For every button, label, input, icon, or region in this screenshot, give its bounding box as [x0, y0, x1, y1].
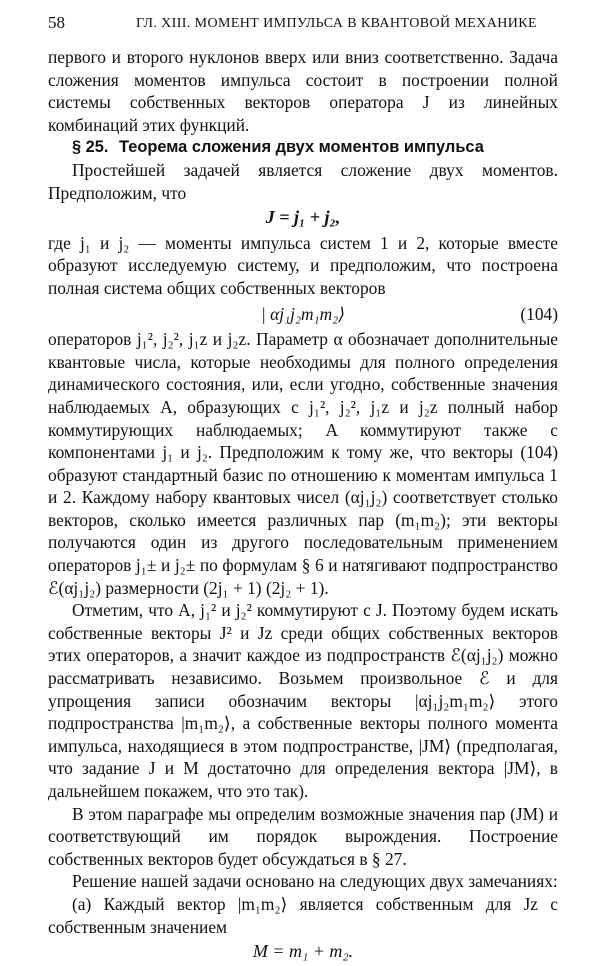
- paragraph: Решение нашей задачи основано на следующих двух замечаниях:: [72, 871, 558, 892]
- page-number: 58: [48, 13, 65, 32]
- formula-m-sum: M = m₁ + m₂.: [252, 941, 354, 962]
- paragraph: (а) Каждый вектор |m₁m₂⟩ является собственным для Jz с собственным значением: [48, 893, 558, 937]
- section-title: Теорема сложения двух моментов импульса: [119, 138, 484, 157]
- paragraph: В этом параграфе мы определим возможные значения пар (JM) и соответствующий им порядок вырождения. Построение собственных векторов будет обсуждаться в § 27.: [48, 803, 558, 869]
- formula-total-momentum: J = j₁ + j₂,: [265, 207, 341, 228]
- formula-text: | αj₁j₂m₁m₂⟩: [260, 303, 345, 324]
- page-body: [48, 46, 558, 966]
- paragraph: Простейшей задачей является сложение двух моментов. Предположим, что: [48, 159, 558, 203]
- section-number: § 25.: [72, 138, 109, 157]
- paragraph: где j₁ и j₂ — моменты импульса систем 1 и 2, которые вместе образуют исследуемую систему, и предположим, что построена полная система общих собственных векторов: [48, 232, 558, 298]
- formula-basis-vector: [48, 303, 558, 326]
- running-title: ГЛ. XIII. МОМЕНТ ИМПУЛЬСА В КВАНТОВОЙ МЕХАНИКЕ: [136, 16, 537, 31]
- equation-number: (104): [520, 303, 558, 324]
- paragraph: операторов j₁², j₂², j₁z и j₂z. Параметр α обозначает дополнительные квантовые числа, которые необходимы для полного определения динамического состояния, или, если угодно, собственные значения наблюдаемых A, образующих с j₁², j₂², j₁z и j₂z полный набор коммутирующих наблюдаемых; A коммутируют также с компонентами j₁ и j₂. Предположим к тому же, что векторы (104) образуют стандартный базис по отношению к моментам импульса 1 и 2. Каждому набору квантовых чисел (αj₁j₂) соответствует столько векторов, сколько имеется различных пар (m₁m₂); эти векторы получаются один из другого последовательным применением операторов j₁± и j₂± по формулам § 6 и натягивают подпространство ℰ(αj₁j₂) размерности (2j₁ + 1) (2j₂ + 1).: [48, 329, 558, 598]
- running-header: [48, 12, 556, 34]
- paragraph: первого и второго нуклонов вверх или вниз соответственно. Задача сложения моментов импульса состоит в построении полной системы собственных векторов оператора J из линейных комбинаций этих функций.: [48, 47, 558, 135]
- paragraph: Отметим, что A, j₁² и j₂² коммутируют с J. Поэтому будем искать собственные векторы J² и Jz среди общих собственных векторов этих операторов, а значит каждое из подпространств ℰ(αj₁j₂) можно рассматривать независимо. Возьмем произвольное ℰ и для упрощения записи обозначим векторы |αj₁j₂m₁m₂⟩ этого подпространства |m₁m₂⟩, а собственные векторы полного момента импульса, находящиеся в этом подпространстве, |JM⟩ (предполагая, что задание J и M достаточно для определения вектора |JM⟩, в дальнейшем покажем, что это так).: [48, 600, 558, 801]
- section-heading: [48, 136, 558, 159]
